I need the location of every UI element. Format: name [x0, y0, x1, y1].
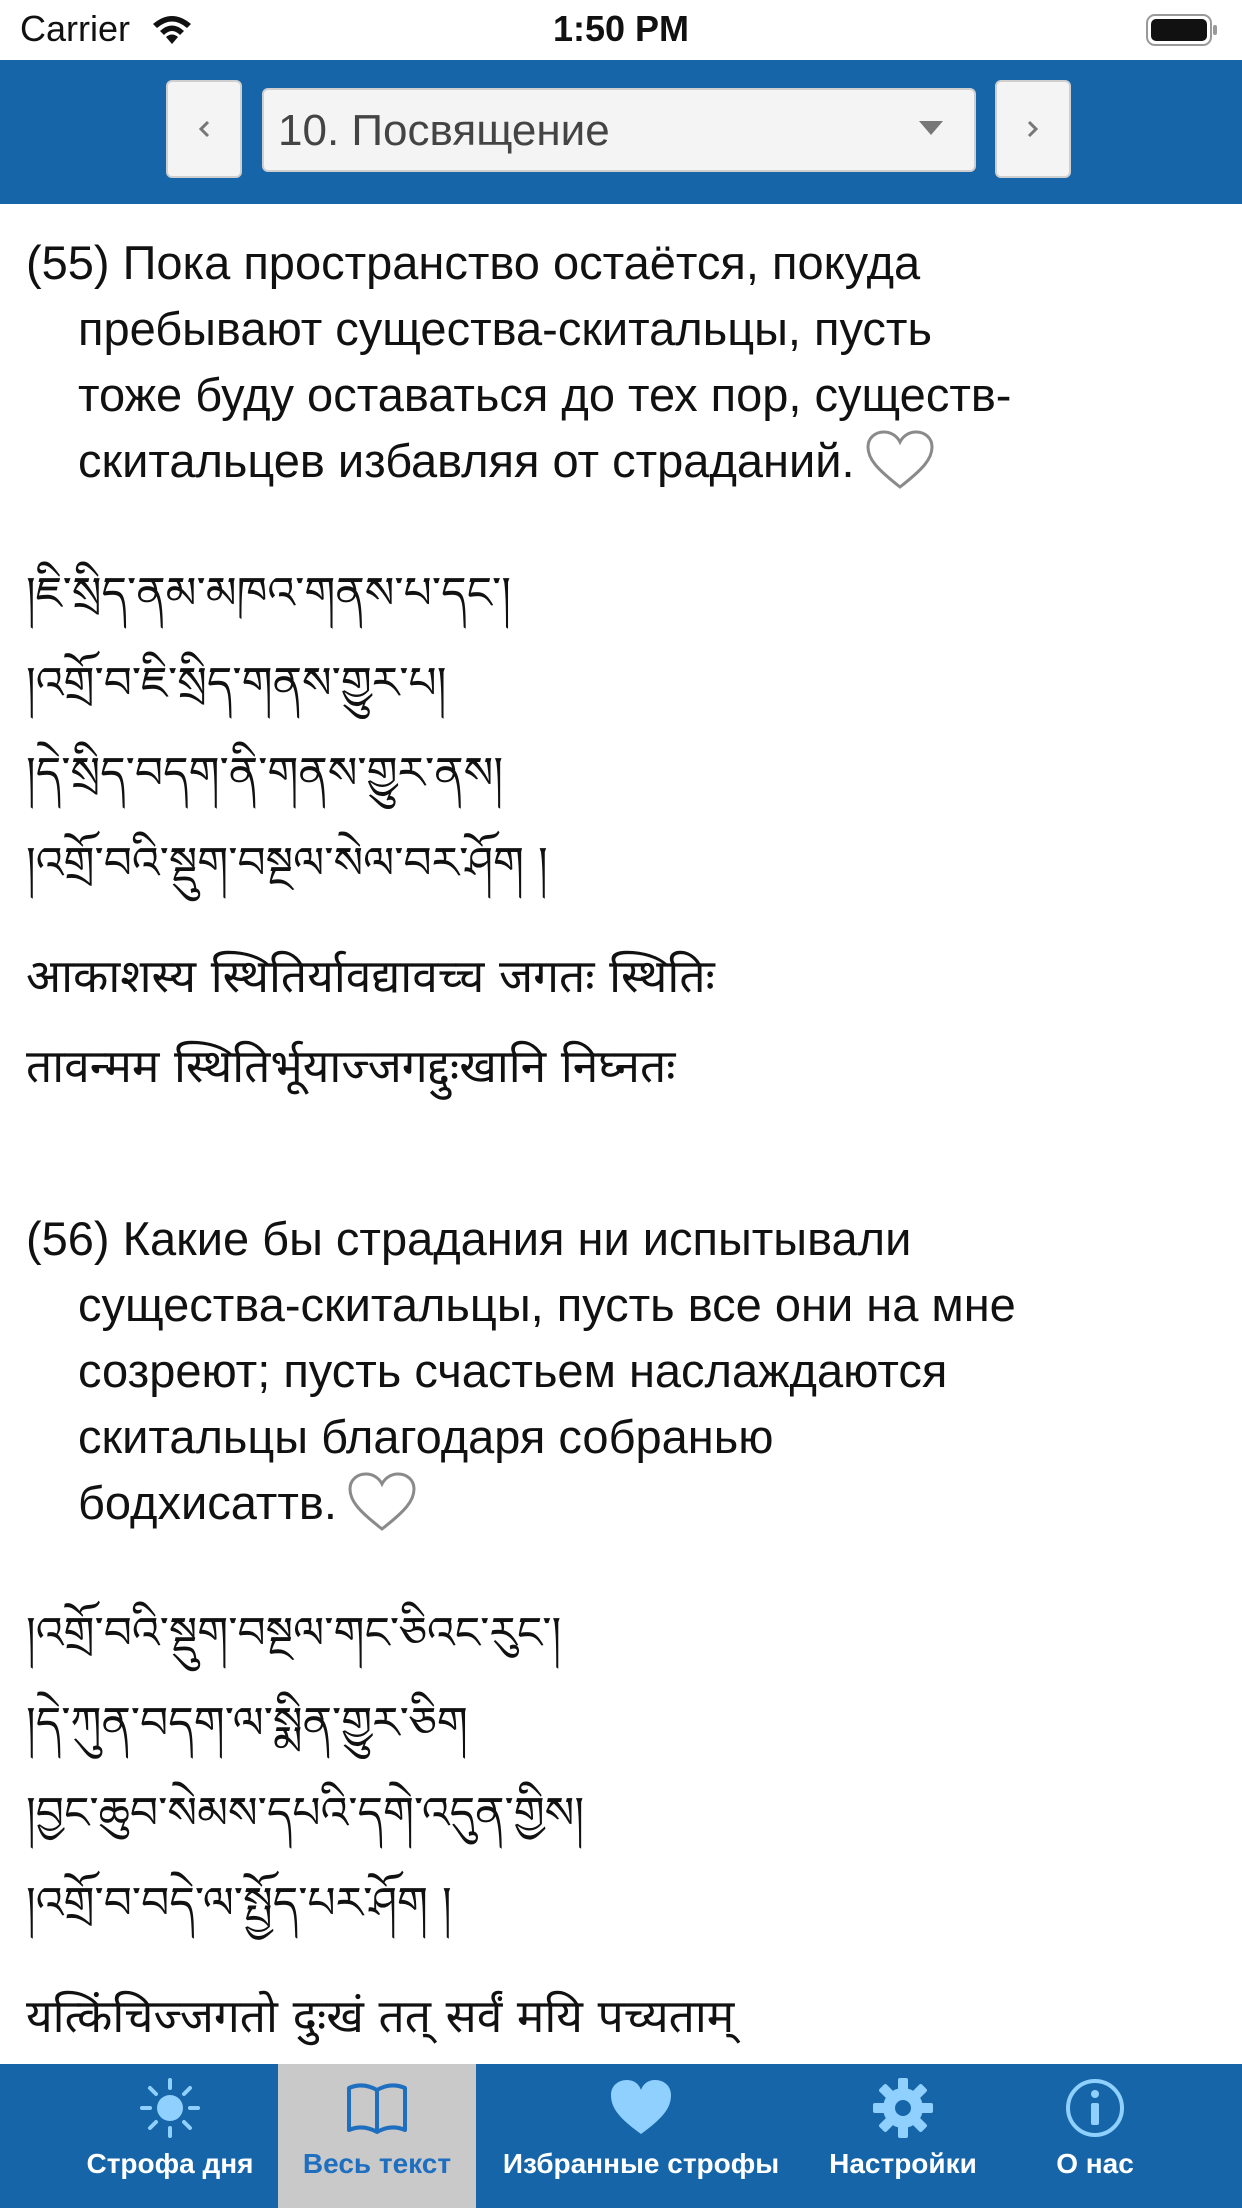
tibetan-line: །འགྲོ་བའི་སྡུག་བསྔལ་གང་ཅིའང་རུང་། [26, 1608, 562, 1659]
verse-line: скитальцев избавляя от страданий. [78, 434, 855, 487]
tab-label: Весь текст [302, 2148, 452, 2179]
verse-line: пребывают существа-скитальцы, пусть [78, 302, 932, 355]
tibetan-line: །དེ་སྲིད་བདག་ནི་གནས་གྱུར་ནས། [26, 748, 504, 799]
chapter-dropdown[interactable] [262, 88, 976, 172]
status-bar [0, 0, 1242, 60]
sanskrit-line: तावन्मम स्थितिर्भूयाज्जगद्दुःखानि निघ्नतः [26, 1039, 676, 1093]
battery-icon [1146, 14, 1218, 46]
tab-settings[interactable] [808, 2064, 998, 2208]
previous-chapter-button[interactable] [166, 80, 242, 178]
verse-russian-text [26, 230, 1216, 494]
verse-line: тоже буду оставаться до тех пор, существ- [78, 368, 1012, 421]
verse-line: бодхисаттв. [78, 1476, 337, 1529]
tibetan-line: །འགྲོ་བ་བདེ་ལ་སྤྱོད་པར་ཤོག ། [26, 1878, 452, 1929]
verse-russian-text [26, 1206, 1216, 1536]
clock-label: 1:50 PM [552, 8, 690, 49]
tab-label: Избранные строфы [502, 2148, 780, 2179]
verse-line: (56) Какие бы страдания ни испытывали [26, 1212, 912, 1265]
tibetan-line: །བྱང་ཆུབ་སེམས་དཔའི་དགེ་འདུན་གྱིས། [26, 1788, 585, 1839]
carrier-label: Carrier [20, 8, 131, 49]
next-chapter-button[interactable] [995, 80, 1071, 178]
verse-line: (55) Пока пространство остаётся, покуда [26, 236, 921, 289]
sanskrit-line: यत्किंचिज्जगतो दुःखं तत् सर्वं मयि पच्यताम् [26, 1989, 735, 2043]
sanskrit-line: आकाशस्य स्थितिर्यावद्यावच्च जगतः स्थितिः [26, 949, 715, 1003]
triangle-down-icon [918, 120, 944, 136]
heart-icon [609, 2076, 673, 2140]
verse-line: существа-скитальцы, пусть все они на мне [78, 1278, 1016, 1331]
tibetan-line: །འགྲོ་བའི་སྡུག་བསྔལ་སེལ་བར་ཤོག ། [26, 838, 548, 889]
tab-verse-of-day[interactable] [72, 2064, 268, 2208]
tab-label: Настройки [829, 2148, 977, 2179]
tab-label: О нас [1056, 2148, 1134, 2179]
chevron-right-icon [1022, 112, 1044, 146]
verse-line: скитальцы благодаря собранью [78, 1410, 774, 1463]
tab-bar [0, 2064, 1242, 2208]
tab-label: Строфа дня [86, 2148, 254, 2179]
book-icon [345, 2076, 409, 2140]
tibetan-line: །འགྲོ་བ་ཇི་སྲིད་གནས་གྱུར་པ། [26, 658, 447, 709]
chapter-dropdown-value: 10. Посвящение [278, 106, 610, 155]
tab-about[interactable] [1010, 2064, 1180, 2208]
tab-favorite-verses[interactable] [480, 2064, 802, 2208]
chevron-left-icon [193, 112, 215, 146]
tibetan-line: །དེ་ཀུན་བདག་ལ་སྨིན་གྱུར་ཅིག [26, 1698, 468, 1749]
info-icon [1063, 2076, 1127, 2140]
chapter-navigation-bar [0, 60, 1242, 204]
sun-icon [138, 2076, 202, 2140]
favorite-heart-icon[interactable] [347, 1471, 417, 1533]
tibetan-line: །ཇི་སྲིད་ནམ་མཁའ་གནས་པ་དང་། [26, 568, 511, 619]
gear-icon [871, 2076, 935, 2140]
tab-full-text[interactable] [278, 2064, 476, 2208]
verse-list[interactable] [0, 204, 1242, 2064]
verse-line: созреют; пусть счастьем наслаждаются [78, 1344, 948, 1397]
favorite-heart-icon[interactable] [865, 429, 935, 491]
